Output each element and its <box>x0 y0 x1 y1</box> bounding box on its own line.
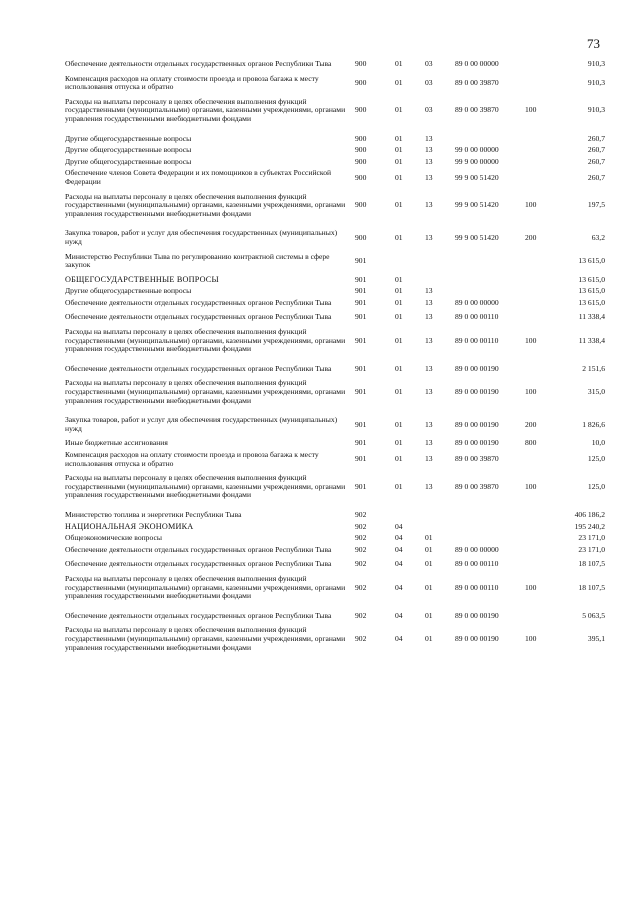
row-section-code: 01 <box>395 200 403 210</box>
row-amount: 11 338,4 <box>578 312 605 322</box>
row-grbs-code: 902 <box>355 533 367 543</box>
row-grbs-code: 900 <box>355 105 367 115</box>
row-name: Иные бюджетные ассигнования <box>65 438 168 448</box>
row-grbs-code: 900 <box>355 200 367 210</box>
row-section-code: 01 <box>395 438 403 448</box>
row-name: Расходы на выплаты персоналу в целях обеспечения выполнения функций государственными (муниципальными) органами, казенными учреждениями, органами управления государственными внебюджетными фондами <box>65 473 346 500</box>
row-name: Расходы на выплаты персоналу в целях обеспечения выполнения функций государственными (муниципальными) органами, казенными учреждениями, органами управления государственными внебюджетными фондами <box>65 327 346 354</box>
row-name: Компенсация расходов на оплату стоимости проезда и провоза багажа к месту использования отпуска и обратно <box>65 73 319 92</box>
row-amount: 23 171,0 <box>578 544 605 554</box>
row-expense-type: 100 <box>525 105 537 115</box>
row-section-code: 04 <box>395 521 403 531</box>
row-grbs-code: 900 <box>355 59 367 68</box>
table-row <box>65 439 605 448</box>
table-row <box>65 328 605 354</box>
row-amount: 5 063,5 <box>582 610 605 620</box>
row-grbs-code: 901 <box>355 363 367 373</box>
row-grbs-code: 900 <box>355 232 367 242</box>
row-subsection-code: 13 <box>425 297 433 307</box>
row-target-article: 89 0 00 00000 <box>455 59 499 68</box>
row-amount: 13 615,0 <box>578 255 605 265</box>
table-row <box>65 276 605 285</box>
row-subsection-code: 13 <box>425 454 433 464</box>
table-row <box>65 75 605 92</box>
row-name: Компенсация расходов на оплату стоимости проезда и провоза багажа к месту использования отпуска и обратно <box>65 450 319 468</box>
row-target-article: 89 0 00 00110 <box>455 312 499 322</box>
row-grbs-code: 900 <box>355 156 367 166</box>
row-section-code: 04 <box>395 533 403 543</box>
row-grbs-code: 900 <box>355 145 367 155</box>
row-target-article: 89 0 00 00110 <box>455 582 499 592</box>
row-name: Общеэкономические вопросы <box>65 533 162 543</box>
row-target-article: 89 0 00 00000 <box>455 544 499 554</box>
row-amount: 13 615,0 <box>578 286 605 296</box>
row-section-code: 01 <box>395 232 403 242</box>
table-row <box>65 60 605 69</box>
row-section-code: 01 <box>395 105 403 115</box>
row-grbs-code: 901 <box>355 274 367 284</box>
row-name: Закупка товаров, работ и услуг для обеспечения государственных (муниципальных) нужд <box>65 415 338 433</box>
table-row <box>65 229 605 246</box>
row-name: Обеспечение деятельности отдельных государственных органов Республики Тыва <box>65 59 332 68</box>
row-target-article: 89 0 00 00190 <box>455 438 499 448</box>
table-row <box>65 546 605 555</box>
row-target-article: 89 0 00 39870 <box>455 481 499 491</box>
row-grbs-code: 900 <box>355 133 367 143</box>
row-amount: 11 338,4 <box>578 335 605 345</box>
row-name: Другие общегосударственные вопросы <box>65 145 192 155</box>
row-amount: 395,1 <box>587 633 605 643</box>
row-section-code: 01 <box>395 419 403 429</box>
row-amount: 260,7 <box>587 156 605 166</box>
row-amount: 125,0 <box>587 481 605 491</box>
row-grbs-code: 901 <box>355 387 367 397</box>
row-expense-type: 100 <box>525 633 537 643</box>
row-subsection-code: 13 <box>425 286 433 296</box>
row-grbs-code: 901 <box>355 255 367 265</box>
row-name: Расходы на выплаты персоналу в целях обеспечения выполнения функций государственными (муниципальными) органами, казенными учреждениями, органами управления государственными внебюджетными фондами <box>65 625 346 652</box>
table-row <box>65 612 605 621</box>
row-target-article: 99 9 00 51420 <box>455 200 499 210</box>
row-amount: 260,7 <box>587 133 605 143</box>
row-target-article: 99 9 00 00000 <box>455 156 499 166</box>
row-section-code: 04 <box>395 633 403 643</box>
row-amount: 18 107,5 <box>578 559 605 569</box>
row-section-code: 01 <box>395 481 403 491</box>
row-subsection-code: 13 <box>425 387 433 397</box>
row-name: Другие общегосударственные вопросы <box>65 286 192 296</box>
row-grbs-code: 901 <box>355 312 367 322</box>
table-row <box>65 365 605 374</box>
row-subsection-code: 13 <box>425 200 433 210</box>
row-target-article: 89 0 00 00110 <box>455 559 499 569</box>
row-expense-type: 200 <box>525 419 537 429</box>
row-grbs-code: 901 <box>355 286 367 296</box>
table-row <box>65 575 605 601</box>
row-target-article: 89 0 00 00190 <box>455 419 499 429</box>
row-grbs-code: 901 <box>355 297 367 307</box>
row-section-code: 01 <box>395 156 403 166</box>
row-name: Министерство Республики Тыва по регулированию контрактной системы в сфере закупок <box>65 251 330 270</box>
row-amount: 406 186,2 <box>574 509 605 519</box>
row-grbs-code: 901 <box>355 454 367 464</box>
row-amount: 2 151,6 <box>582 363 605 373</box>
row-grbs-code: 900 <box>355 77 367 87</box>
row-target-article: 89 0 00 00190 <box>455 363 499 373</box>
row-name: Обеспечение деятельности отдельных государственных органов Республики Тыва <box>65 544 332 554</box>
row-subsection-code: 01 <box>425 610 433 620</box>
row-name: Расходы на выплаты персоналу в целях обеспечения выполнения функций государственными (муниципальными) органами, казенными учреждениями, органами управления государственными внебюджетными фондами <box>65 378 346 405</box>
row-expense-type: 100 <box>525 387 537 397</box>
row-name: НАЦИОНАЛЬНАЯ ЭКОНОМИКА <box>65 521 194 531</box>
row-target-article: 89 0 00 00000 <box>455 297 499 307</box>
row-grbs-code: 902 <box>355 509 367 519</box>
row-amount: 63,2 <box>591 232 605 242</box>
row-section-code: 01 <box>395 454 403 464</box>
row-subsection-code: 01 <box>425 533 433 543</box>
table-row <box>65 534 605 543</box>
row-name: Министерство топлива и энергетики Республики Тыва <box>65 509 242 519</box>
row-section-code: 01 <box>395 145 403 155</box>
row-section-code: 04 <box>395 544 403 554</box>
table-row <box>65 523 605 532</box>
row-target-article: 89 0 00 00190 <box>455 387 499 397</box>
row-section-code: 01 <box>395 274 403 284</box>
table-row <box>65 299 605 308</box>
row-expense-type: 100 <box>525 200 537 210</box>
row-expense-type: 800 <box>525 438 537 448</box>
row-subsection-code: 13 <box>425 172 433 182</box>
row-target-article: 99 0 00 00000 <box>455 145 499 155</box>
row-section-code: 01 <box>395 363 403 373</box>
row-amount: 910,3 <box>587 59 605 68</box>
row-amount: 125,0 <box>587 454 605 464</box>
row-grbs-code: 900 <box>355 172 367 182</box>
row-subsection-code: 13 <box>425 133 433 143</box>
row-amount: 910,3 <box>587 105 605 115</box>
row-name: Закупка товаров, работ и услуг для обеспечения государственных (муниципальных) нужд <box>65 228 338 246</box>
row-expense-type: 100 <box>525 481 537 491</box>
row-subsection-code: 13 <box>425 481 433 491</box>
table-row <box>65 511 605 520</box>
table-row <box>65 451 605 468</box>
row-amount: 260,7 <box>587 145 605 155</box>
table-row <box>65 98 605 124</box>
row-section-code: 04 <box>395 559 403 569</box>
row-grbs-code: 901 <box>355 481 367 491</box>
row-subsection-code: 13 <box>425 156 433 166</box>
row-subsection-code: 03 <box>425 77 433 87</box>
row-section-code: 01 <box>395 286 403 296</box>
row-amount: 910,3 <box>587 77 605 87</box>
row-name: Расходы на выплаты персоналу в целях обеспечения выполнения функций государственными (муниципальными) органами, казенными учреждениями, органами управления государственными внебюджетными фондами <box>65 191 346 218</box>
table-row <box>65 626 605 652</box>
row-amount: 13 615,0 <box>578 274 605 284</box>
row-grbs-code: 902 <box>355 544 367 554</box>
row-grbs-code: 902 <box>355 559 367 569</box>
row-subsection-code: 03 <box>425 59 433 68</box>
row-expense-type: 100 <box>525 335 537 345</box>
row-section-code: 01 <box>395 59 403 68</box>
row-section-code: 01 <box>395 297 403 307</box>
row-amount: 197,5 <box>587 200 605 210</box>
page-number: 73 <box>587 36 600 51</box>
row-target-article: 89 0 00 39870 <box>455 77 499 87</box>
row-target-article: 89 0 00 00190 <box>455 610 499 620</box>
row-section-code: 01 <box>395 335 403 345</box>
row-target-article: 99 9 00 51420 <box>455 232 499 242</box>
row-section-code: 01 <box>395 312 403 322</box>
row-grbs-code: 902 <box>355 582 367 592</box>
table-row <box>65 135 605 144</box>
table-row <box>65 379 605 405</box>
row-amount: 195 240,2 <box>574 521 605 531</box>
row-subsection-code: 03 <box>425 105 433 115</box>
row-subsection-code: 13 <box>425 145 433 155</box>
row-name: Расходы на выплаты персоналу в целях обеспечения выполнения функций государственными (муниципальными) органами, казенными учреждениями, органами управления государственными внебюджетными фондами <box>65 573 346 601</box>
row-amount: 10,0 <box>591 438 605 448</box>
row-grbs-code: 902 <box>355 521 367 531</box>
row-name: Обеспечение деятельности отдельных государственных органов Республики Тыва <box>65 297 332 307</box>
row-name: Другие общегосударственные вопросы <box>65 156 192 166</box>
row-name: ОБЩЕГОСУДАРСТВЕННЫЕ ВОПРОСЫ <box>65 274 219 284</box>
table-row <box>65 560 605 569</box>
table-row <box>65 193 605 219</box>
row-name: Обеспечение деятельности отдельных государственных органов Республики Тыва <box>65 312 332 322</box>
row-name: Обеспечение членов Совета Федерации и их помощников в субъектах Российской Федерации <box>65 168 332 186</box>
row-subsection-code: 13 <box>425 363 433 373</box>
row-amount: 18 107,5 <box>578 582 605 592</box>
row-subsection-code: 01 <box>425 633 433 643</box>
table-row <box>65 416 605 433</box>
row-amount: 260,7 <box>587 172 605 182</box>
row-subsection-code: 13 <box>425 312 433 322</box>
table-row <box>65 287 605 296</box>
row-subsection-code: 13 <box>425 419 433 429</box>
table-row <box>65 169 605 186</box>
row-target-article: 89 0 00 00110 <box>455 335 499 345</box>
table-row <box>65 146 605 155</box>
row-grbs-code: 902 <box>355 610 367 620</box>
budget-table <box>65 60 605 663</box>
row-section-code: 01 <box>395 133 403 143</box>
row-name: Обеспечение деятельности отдельных государственных органов Республики Тыва <box>65 363 332 373</box>
row-subsection-code: 13 <box>425 232 433 242</box>
row-subsection-code: 13 <box>425 335 433 345</box>
row-name: Другие общегосударственные вопросы <box>65 133 192 143</box>
table-row <box>65 474 605 500</box>
row-subsection-code: 13 <box>425 438 433 448</box>
row-grbs-code: 902 <box>355 633 367 643</box>
table-row <box>65 313 605 322</box>
row-expense-type: 200 <box>525 232 537 242</box>
row-section-code: 04 <box>395 582 403 592</box>
row-name: Обеспечение деятельности отдельных государственных органов Республики Тыва <box>65 610 332 620</box>
row-section-code: 01 <box>395 387 403 397</box>
row-target-article: 89 0 00 39870 <box>455 454 499 464</box>
row-subsection-code: 01 <box>425 582 433 592</box>
row-subsection-code: 01 <box>425 559 433 569</box>
row-grbs-code: 901 <box>355 438 367 448</box>
row-amount: 13 615,0 <box>578 297 605 307</box>
row-subsection-code: 01 <box>425 544 433 554</box>
table-row <box>65 253 605 270</box>
row-target-article: 89 0 00 39870 <box>455 105 499 115</box>
row-section-code: 01 <box>395 172 403 182</box>
row-grbs-code: 901 <box>355 419 367 429</box>
row-amount: 23 171,0 <box>578 533 605 543</box>
row-amount: 315,0 <box>587 387 605 397</box>
row-section-code: 04 <box>395 610 403 620</box>
row-amount: 1 826,6 <box>582 419 605 429</box>
row-target-article: 99 9 00 51420 <box>455 172 499 182</box>
row-grbs-code: 901 <box>355 335 367 345</box>
row-target-article: 89 0 00 00190 <box>455 633 499 643</box>
row-name: Обеспечение деятельности отдельных государственных органов Республики Тыва <box>65 559 332 569</box>
row-section-code: 01 <box>395 77 403 87</box>
row-expense-type: 100 <box>525 582 537 592</box>
row-name: Расходы на выплаты персоналу в целях обеспечения выполнения функций государственными (муниципальными) органами, казенными учреждениями, органами управления государственными внебюджетными фондами <box>65 96 346 123</box>
table-row <box>65 158 605 167</box>
